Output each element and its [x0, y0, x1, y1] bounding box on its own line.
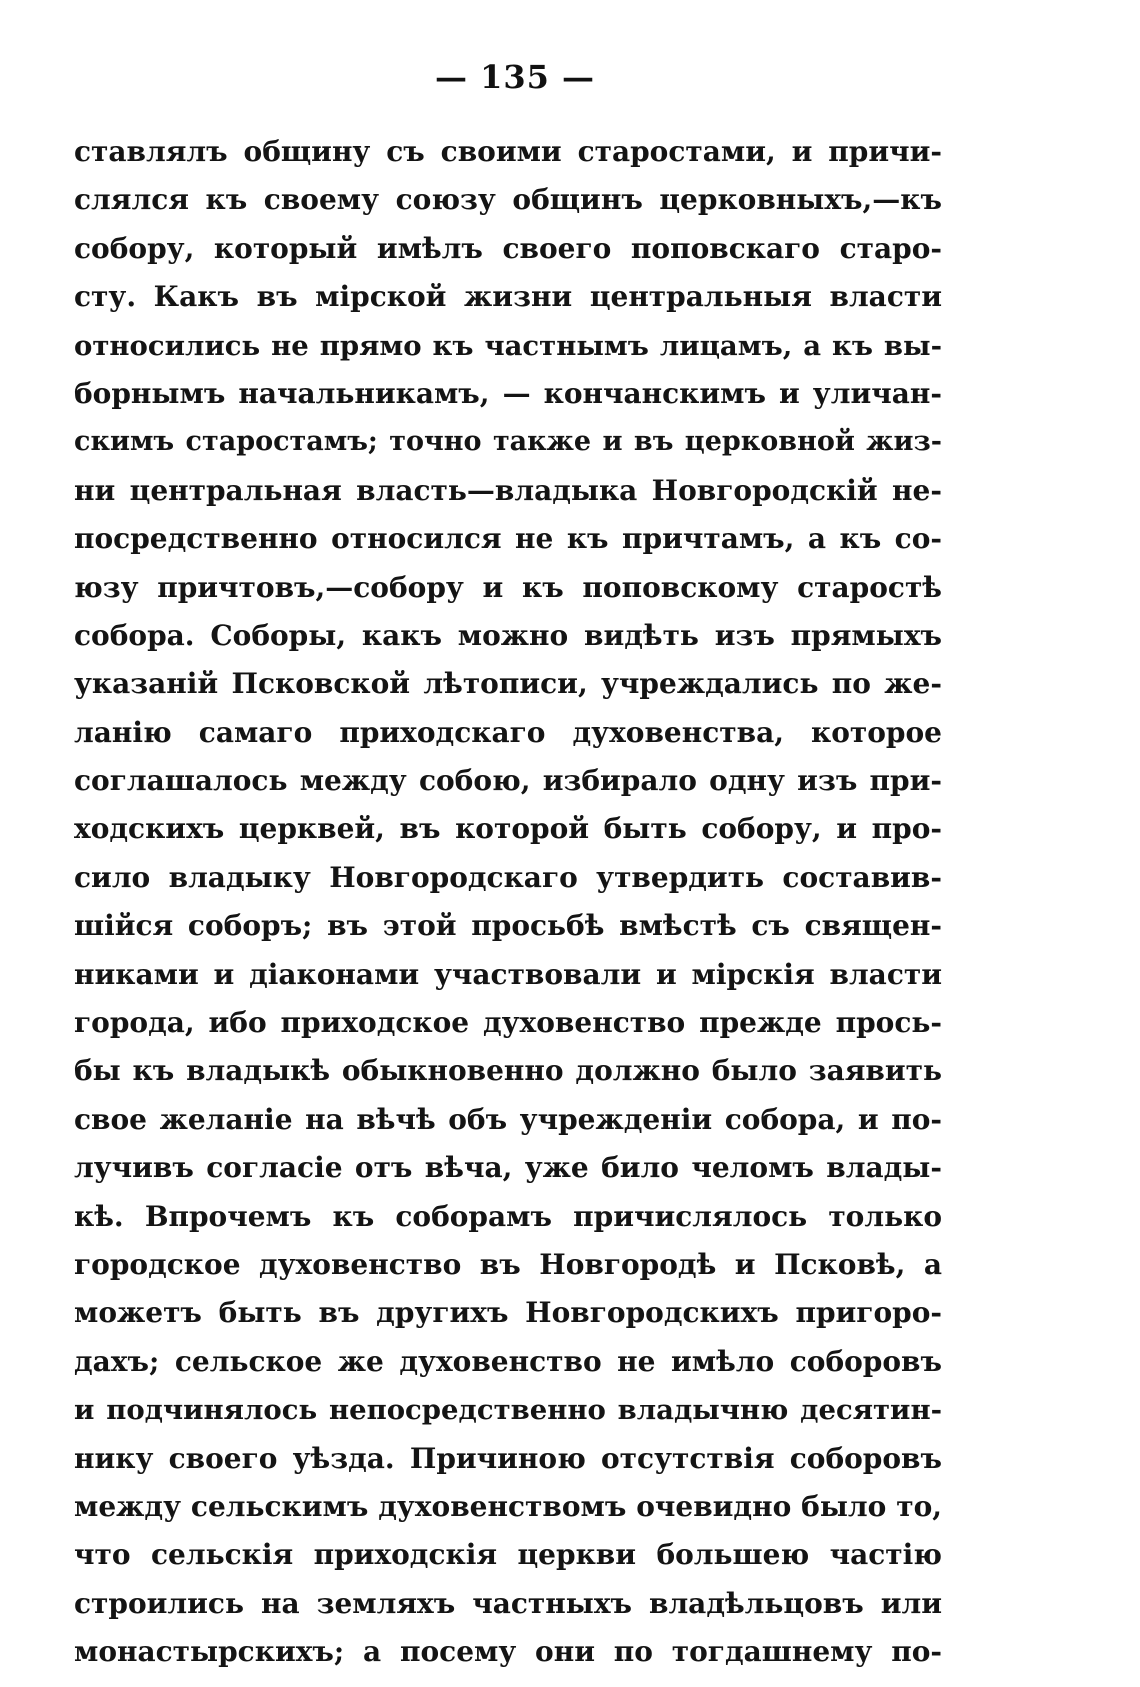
text-line: ни центральная власть—владыка Новгородскій не- [74, 473, 942, 507]
text-line: слялся къ своему союзу общинъ церковныхъ,—къ [74, 183, 942, 217]
body-text [74, 128, 942, 1677]
text-line: между сельскимъ духовенствомъ очевидно было то, [74, 1489, 942, 1523]
text-line: юзу причтовъ,—собору и къ поповскому старостѣ [74, 570, 942, 604]
text-line: ходскихъ церквей, въ которой быть собору, и про- [74, 812, 942, 846]
text-line: посредственно относился не къ причтамъ, а къ со- [74, 522, 942, 556]
text-line: собора. Соборы, какъ можно видѣть изъ прямыхъ [74, 618, 942, 652]
text-line: шійся соборъ; въ этой просьбѣ вмѣстѣ съ священ- [74, 909, 942, 943]
text-line: города, ибо приходское духовенство прежде прось- [74, 1006, 942, 1040]
text-line: собору, который имѣлъ своего поповскаго старо- [74, 231, 942, 265]
text-line: борнымъ начальникамъ, — кончанскимъ и уличан- [74, 376, 942, 410]
text-line: соглашалось между собою, избирало одну изъ при- [74, 764, 942, 798]
text-line: нику своего уѣзда. Причиною отсутствія соборовъ [74, 1441, 942, 1475]
text-line: дахъ; сельское же духовенство не имѣло соборовъ [74, 1344, 942, 1378]
text-line: монастырскихъ; а посему они по тогдашнему по- [74, 1635, 942, 1669]
text-line: никами и діаконами участвовали и мірскія власти [74, 957, 942, 991]
text-line: указаній Псковской лѣтописи, учреждались по же- [74, 667, 942, 701]
text-line: ставлялъ общину съ своими старостами, и причи- [74, 135, 942, 168]
text-line: свое желаніе на вѣчѣ объ учрежденіи собора, и по- [74, 1102, 942, 1136]
text-line: строились на земляхъ частныхъ владѣльцовъ или [74, 1586, 942, 1620]
text-line: сту. Какъ въ мірской жизни центральныя власти [74, 280, 942, 314]
text-line: скимъ старостамъ; точно также и въ церковной жиз- [74, 426, 942, 458]
text-line: и подчинялось непосредственно владычню десятин- [74, 1394, 942, 1427]
text-line: кѣ. Впрочемъ къ соборамъ причислялось только [74, 1199, 942, 1233]
text-line: городское духовенство въ Новгородѣ и Псковѣ, а [74, 1247, 942, 1281]
text-line: можетъ быть въ другихъ Новгородскихъ пригоро- [74, 1296, 942, 1330]
page-number: — 135 — [434, 58, 596, 96]
text-line: относились не прямо къ частнымъ лицамъ, а къ вы- [74, 329, 942, 362]
text-line: бы къ владыкѣ обыкновенно должно было заявить [74, 1054, 942, 1088]
text-line: что сельскія приходскія церкви большею частію [74, 1538, 942, 1572]
text-line: ланію самаго приходскаго духовенства, которое [74, 715, 942, 749]
text-line: сило владыку Новгородскаго утвердить составив- [74, 860, 942, 894]
text-line: лучивъ согласіе отъ вѣча, уже било челомъ влады- [74, 1151, 942, 1185]
